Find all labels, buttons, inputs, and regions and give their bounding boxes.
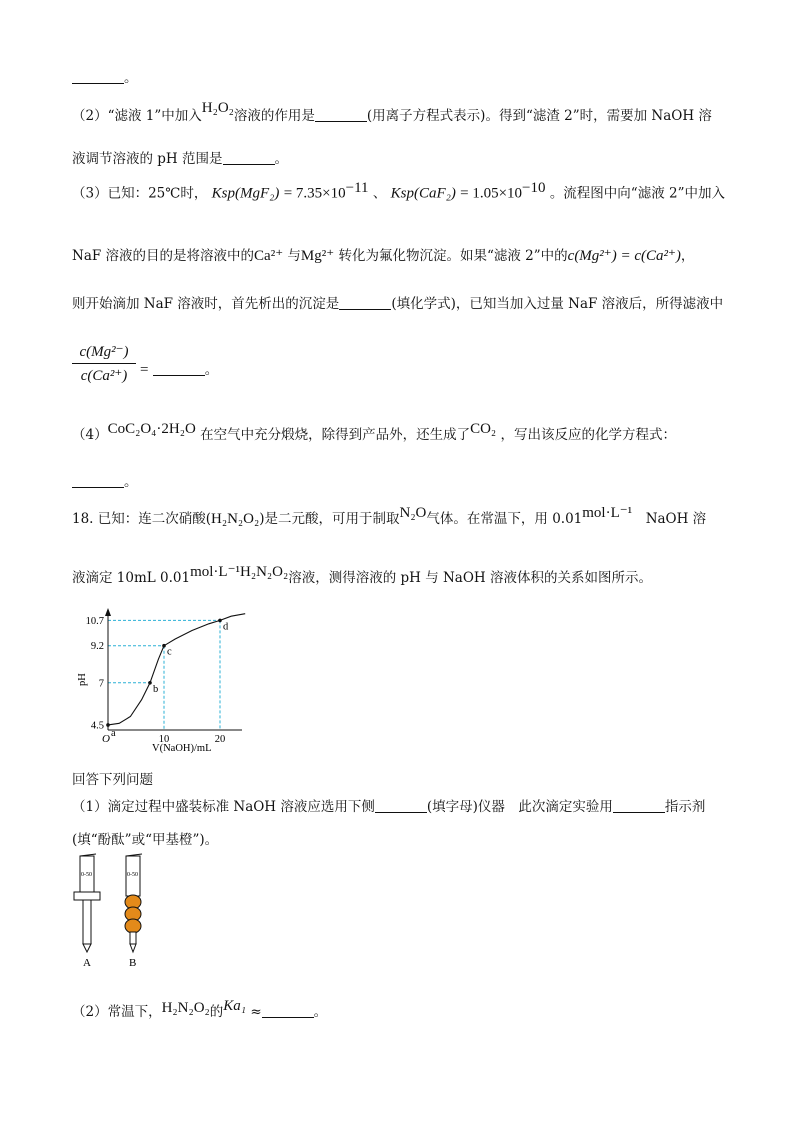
formula-ka1: Ka₁ xyxy=(223,998,247,1014)
burette-a-scale-label: 0-50 xyxy=(81,872,92,878)
answer-blank xyxy=(153,374,205,376)
question-3-line-1: （3）已知：25℃时， $Ksp(MgF_2) = 7.35\times 10^{-11}$ 、 $Ksp(CaF_2) = 1.05\times 10^{-10}$ 。流程图中向“滤液 2”中加入 xyxy=(72,180,725,202)
y-tick-label: 9.2 xyxy=(90,641,104,653)
formula-ratio-eq: c(Mg²⁺) = c(Ca²⁺) xyxy=(567,248,681,264)
question-3-line-3: 则开始滴加 NaF 溶液时，首先析出的沉淀是 (填化学式)，已知当加入过量 NaF 溶液后，所得滤液中 xyxy=(72,296,724,312)
burette-b-scale-label: 0-50 xyxy=(127,872,138,878)
point-label-a: a xyxy=(111,727,116,739)
y-tick-label: 7 xyxy=(98,678,104,690)
formula-co2: CO₂ xyxy=(470,421,497,437)
question-4-line-2: 。 xyxy=(72,470,138,490)
answer-blank xyxy=(315,120,367,122)
label-a: A xyxy=(83,957,91,969)
fraction-numerator: c(Mg²⁻) xyxy=(72,342,136,364)
question-18-line-1: 18. 已知：连二次硝酸(H₂N₂O₂)是二元酸，可用于制取N₂O气体。在常温下，用 0.01mol·L⁻¹ NaOH 溶 xyxy=(72,505,707,527)
x-axis-label: V(NaOH)/mL xyxy=(152,743,212,754)
formula-coc2o4: CoC₂O₄·2H₂O xyxy=(107,421,196,437)
question-3-line-4: = 。 xyxy=(140,362,219,378)
answer-blank xyxy=(72,486,124,488)
formula-h2o2: H₂O₂ xyxy=(201,100,234,116)
burette-a xyxy=(74,854,100,969)
answer-prompt: 回答下列问题 xyxy=(72,772,153,788)
y-axis-label: pH xyxy=(77,673,88,686)
formula-ksp-caf2: Ksp(CaF₂) xyxy=(390,185,456,202)
y-tick-label: 4.5 xyxy=(90,720,104,732)
y-axis-arrow xyxy=(105,608,111,616)
point-label-c: c xyxy=(167,646,172,658)
burette-illustration xyxy=(70,852,160,972)
point-a xyxy=(106,723,110,727)
point-b xyxy=(148,681,152,685)
formula-ksp-mgf2: Ksp(MgF₂) xyxy=(211,185,280,202)
ratio-fraction xyxy=(72,342,136,385)
subquestion-2: （2）常温下，H₂N₂O₂的Ka₁ ≈ 。 xyxy=(72,998,328,1020)
answer-blank xyxy=(613,811,665,813)
question-2-line-1: （2）“滤液 1”中加入H₂O₂溶液的作用是 (用离子方程式表示)。得到“滤渣 2”时，需要加 NaOH 溶 xyxy=(72,100,712,124)
formula-h2n2o2: H₂N₂O₂ xyxy=(161,1000,210,1016)
question-4-line-1: （4）CoC₂O₄·2H₂O 在空气中充分煅烧，除得到产品外，还生成了CO₂ ，写出该反应的化学方程式： xyxy=(72,421,676,443)
point-label-d: d xyxy=(223,621,229,633)
unit-mol-per-l: mol·L⁻¹ xyxy=(582,505,633,521)
answer-blank xyxy=(223,163,275,165)
rubber-bead xyxy=(125,919,141,933)
point-d xyxy=(218,619,222,623)
answer-blank xyxy=(72,82,124,84)
ph-titration-chart xyxy=(72,608,252,754)
question-18-line-2: 液滴定 10mL 0.01mol·L⁻¹H₂N₂O₂溶液，测得溶液的 pH 与 NaOH 溶液体积的关系如图所示。 xyxy=(72,564,652,586)
line-0: 。 xyxy=(72,66,138,86)
subquestion-1-line-2: (填“酚酞”或“甲基橙”)。 xyxy=(72,832,219,848)
origin-label: O xyxy=(102,733,110,745)
answer-blank xyxy=(375,811,427,813)
x-tick-label: 20 xyxy=(214,734,226,745)
unit-mol-per-l: mol·L⁻¹ xyxy=(190,564,241,580)
x-tick-label: 10 xyxy=(158,734,170,745)
point-label-b: b xyxy=(153,683,159,695)
label-b: B xyxy=(129,957,137,969)
formula-h2n2o2: H₂N₂O₂ xyxy=(211,511,260,527)
point-c xyxy=(162,644,166,648)
burette-b xyxy=(125,854,142,969)
y-tick-label: 10.7 xyxy=(85,615,104,627)
fraction-denominator: c(Ca²⁺) xyxy=(80,368,128,384)
answer-blank xyxy=(339,308,391,310)
subquestion-1-line-1: （1）滴定过程中盛装标准 NaOH 溶液应选用下侧 (填字母)仪器 此次滴定实验用 指示剂 xyxy=(72,799,706,815)
answer-blank xyxy=(262,1016,314,1018)
formula-n2o: N₂O xyxy=(399,505,427,521)
formula-h2n2o2: H₂N₂O₂ xyxy=(240,564,289,580)
question-3-line-2: NaF 溶液的目的是将溶液中的Ca²⁺ 与Mg²⁺ 转化为氟化物沉淀。如果“滤液 2”中的c(Mg²⁺) = c(Ca²⁺)， xyxy=(72,248,695,264)
formula-mg2: Mg²⁺ xyxy=(300,248,335,264)
question-2-line-2: 液调节溶液的 pH 范围是 。 xyxy=(72,151,288,167)
formula-ca2: Ca²⁺ xyxy=(254,248,284,264)
